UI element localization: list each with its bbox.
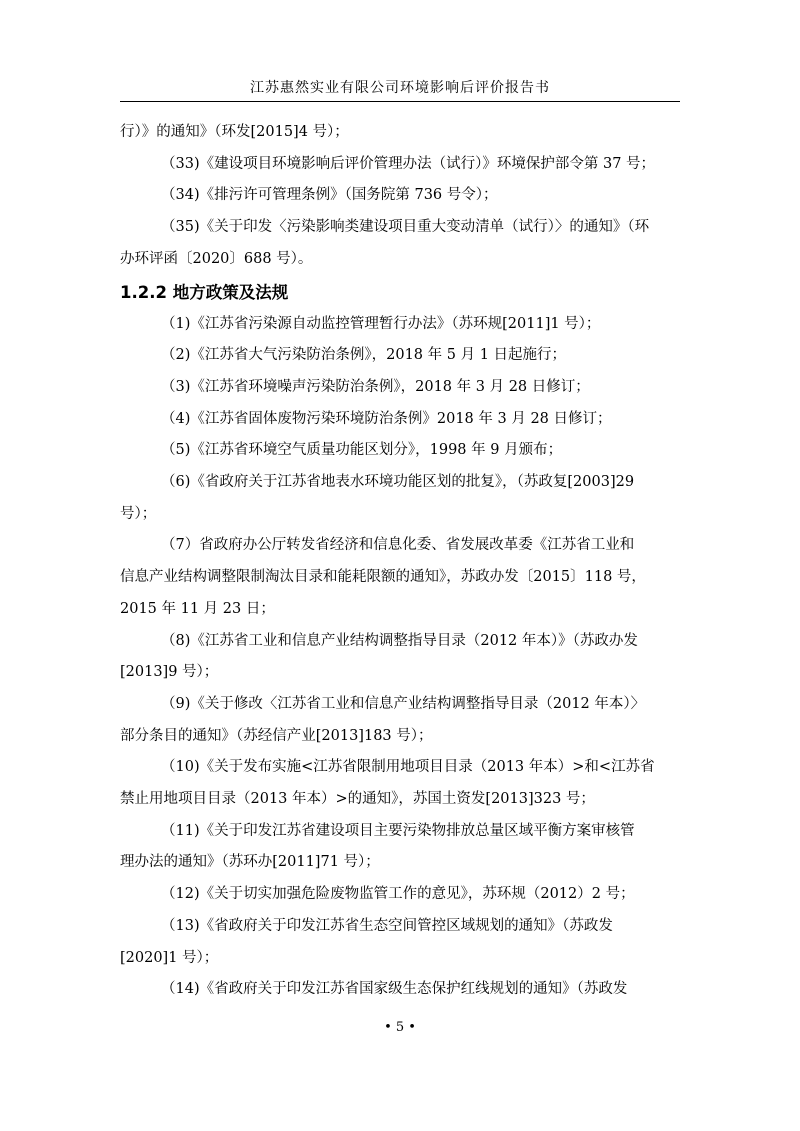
text-line: 部分条目的通知》（苏经信产业[2013]183 号）；: [120, 727, 433, 744]
text-line: （6)《省政府关于江苏省地表水环境功能区划的批复》，（苏政复[2003]29: [161, 474, 635, 491]
text-line: （3)《江苏省环境噪声污染防治条例》，2018 年 3 月 28 日修订；: [161, 378, 590, 395]
text-line: （14)《省政府关于印发江苏省国家级生态保护红线规划的通知》（苏政发: [161, 981, 628, 998]
text-line: [2013]9 号）；: [120, 664, 219, 681]
text-line: 2015 年 11 月 23 日；: [120, 600, 275, 617]
text-line: （10)《关于发布实施<江苏省限制用地项目目录（2013 年本）>和<江苏省: [161, 759, 655, 776]
text-line: [2020]1 号）；: [120, 949, 219, 966]
text-line: （8)《江苏省工业和信息产业结构调整指导目录（2012 年本）》（苏政办发: [161, 632, 638, 649]
text-line: （4)《江苏省固体废物污染环境防治条例》2018 年 3 月 28 日修订；: [161, 410, 612, 427]
text-line: （2)《江苏省大气污染防治条例》，2018 年 5 月 1 日起施行；: [161, 347, 567, 364]
text-line: 理办法的通知》（苏环办[2011]71 号）；: [120, 854, 380, 871]
text-line: 禁止用地项目目录（2013 年本）>的通知》，苏国土资发[2013]323 号；: [120, 791, 595, 808]
text-line: 办环评函〔2020〕688 号）。: [120, 250, 313, 267]
text-line: 行）》的通知》（环发[2015]4 号）；: [120, 124, 349, 140]
text-line: （33)《建设项目环境影响后评价管理办法（试行）》环境保护部令第 37 号；: [161, 155, 656, 172]
text-line: （1)《江苏省污染源自动监控管理暂行办法》（苏环规[2011]1 号）；: [161, 315, 601, 332]
text-line: （35)《关于印发〈污染影响类建设项目重大变动清单（试行）〉的通知》（环: [161, 219, 650, 236]
section-heading: 1.2.2 地方政策及法规: [120, 282, 289, 302]
body-text: [120, 117, 680, 1006]
text-line: （34)《排污许可管理条例》（国务院第 736 号令）；: [161, 187, 498, 204]
running-header: 江苏惠然实业有限公司环境影响后评价报告书: [250, 80, 550, 96]
text-line: （11)《关于印发江苏省建设项目主要污染物排放总量区域平衡方案审核管: [161, 822, 635, 839]
text-line: （7）省政府办公厅转发省经济和信息化委、省发展改革委《江苏省工业和: [161, 537, 635, 554]
header-rule: [120, 101, 680, 102]
text-line: （13)《省政府关于印发江苏省生态空间管控区域规划的通知》（苏政发: [161, 917, 613, 934]
text-line: （9)《关于修改〈江苏省工业和信息产业结构调整指导目录（2012 年本）〉: [161, 695, 646, 712]
page-number: • 5 •: [384, 1020, 416, 1035]
text-line: 信息产业结构调整限制淘汰目录和能耗限额的通知》，苏政办发〔2015〕118 号，: [120, 569, 646, 586]
text-line: 号）；: [120, 505, 157, 522]
text-line: （5)《江苏省环境空气质量功能区划分》，1998 年 9 月颁布；: [161, 442, 563, 459]
text-line: （12)《关于切实加强危险废物监管工作的意见》，苏环规（2012）2 号；: [161, 886, 635, 903]
